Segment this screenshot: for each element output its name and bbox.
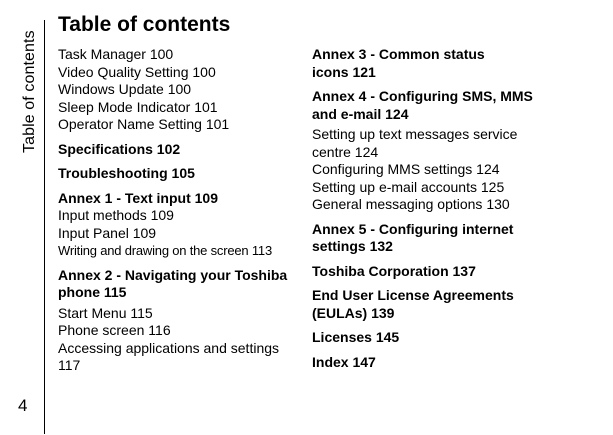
toc-section[interactable]: Annex 4 - Configuring SMS, MMS and e-mail 124 (312, 88, 533, 122)
toc-section[interactable]: Index 147 (312, 353, 376, 370)
toc-section[interactable]: Toshiba Corporation 137 (312, 262, 476, 279)
toc-entry[interactable]: Phone screen 116 (58, 322, 171, 338)
toc-entry[interactable]: Setting up e-mail accounts 125 (312, 178, 505, 195)
toc-entry[interactable]: Input methods 109 (58, 207, 174, 223)
toc-entry[interactable]: Windows Update 100 (58, 81, 192, 97)
toc-entry[interactable]: Task Manager 100 (58, 46, 174, 62)
toc-entry[interactable]: Writing and drawing on the screen 113 (58, 243, 272, 258)
toc-entry[interactable]: Configuring MMS settings 124 (312, 161, 500, 177)
toc-section[interactable]: Troubleshooting 105 (58, 165, 195, 181)
page-number: 4 (18, 396, 28, 415)
toc-section[interactable]: End User License Agreements (EULAs) 139 (312, 287, 514, 321)
side-tab-title: Table of contents (21, 30, 38, 153)
toc-column-left (58, 46, 303, 375)
toc-entry[interactable]: Start Menu 115 (58, 304, 153, 321)
toc-section[interactable]: Annex 2 - Navigating your Toshiba phone 115 (58, 266, 288, 300)
vertical-divider (44, 20, 45, 434)
toc-entry[interactable]: Input Panel 109 (58, 224, 157, 241)
toc-section[interactable]: Annex 5 - Configuring internet settings 132 (312, 220, 514, 254)
toc-entry[interactable]: Video Quality Setting 100 (58, 63, 216, 80)
toc-section[interactable]: Specifications 102 (58, 140, 181, 157)
toc-entry[interactable]: Accessing applications and settings 117 (58, 339, 280, 373)
toc-entry[interactable]: General messaging options 130 (312, 196, 510, 212)
toc-entry[interactable]: Operator Name Setting 101 (58, 116, 230, 132)
toc-section[interactable]: Licenses 145 (312, 329, 400, 345)
toc-entry[interactable]: Setting up text messages service centre 124 (312, 126, 518, 160)
toc-entry[interactable]: Sleep Mode Indicator 101 (58, 98, 218, 115)
toc-section[interactable]: Annex 1 - Text input 109 (58, 189, 218, 206)
page-title: Table of contents (58, 13, 231, 36)
toc-column-right (312, 46, 557, 371)
toc-section[interactable]: Annex 3 - Common status icons 121 (312, 46, 485, 80)
